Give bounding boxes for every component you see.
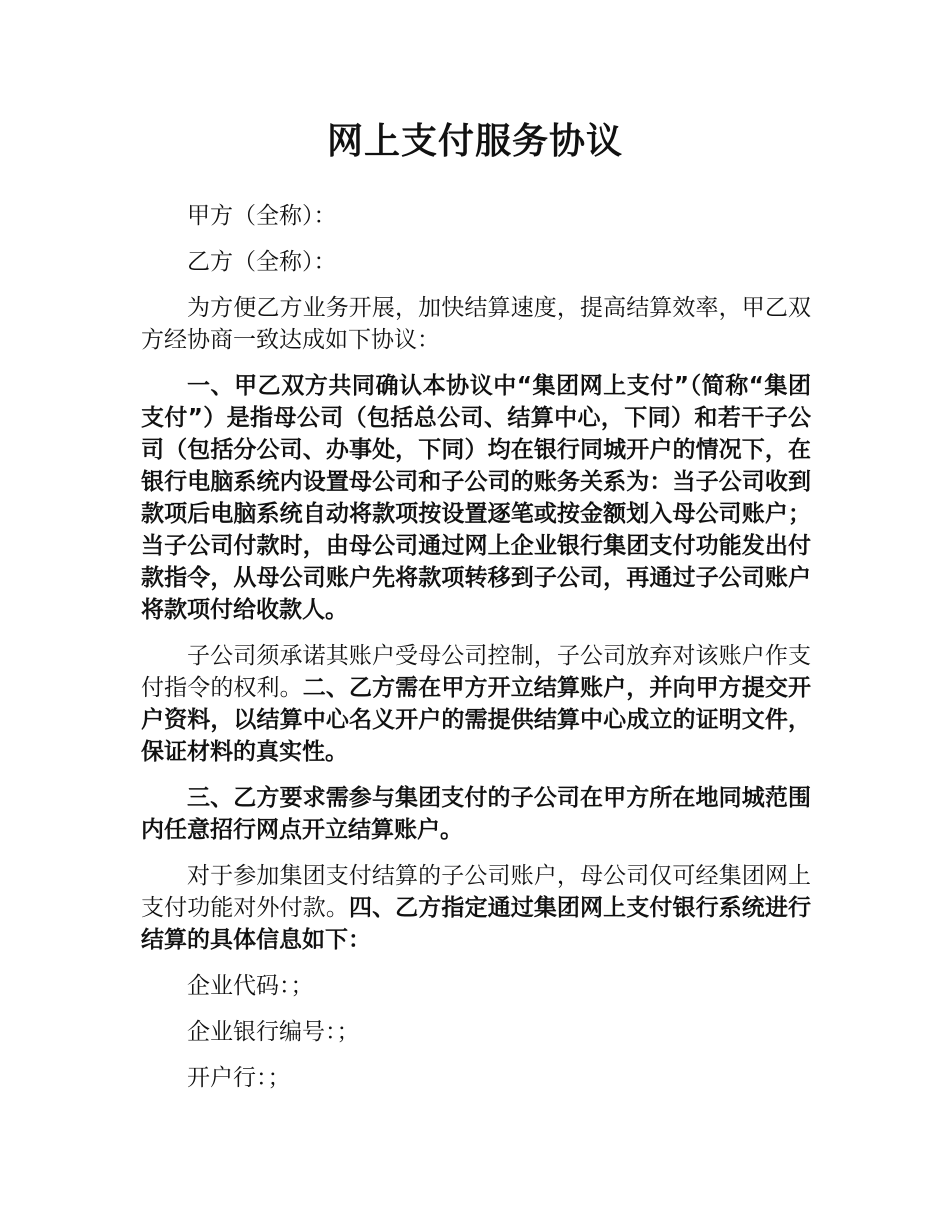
field-enterprise-code: 企业代码：； [187, 973, 314, 999]
clause-4: 四、乙方指定通过集团网上支付银行系统进行结算的具体信息如下： [141, 895, 812, 953]
clause-2: 二、乙方需在甲方开立结算账户，并向甲方提交开户资料，以结算中心名义开户的需提供结算中心成立的证明文件，保证材料的真实性。 [141, 675, 812, 765]
control-paragraph [141, 640, 811, 768]
document-title: 网上支付服务协议 [326, 121, 623, 162]
clause-1: 一、甲乙双方共同确认本协议中“集团网上支付”（简称“集团支付”）是指母公司（包括总公司、结算中心，下同）和若干子公司（包括分公司、办事处，下同）均在银行同城开户的情况下，在银行电脑系统内设置母公司和子公司的账务关系为：当子公司收到款项后电脑系统自动将款项按设置逐笔或按金额划入母公司账户；当子公司付款时，由母公司通过网上企业银行集团支付功能发出付款指令，从母公司账户先将款项转移到子公司，再通过子公司账户将款项付给收款人。 [141, 373, 811, 623]
intro-paragraph: 为方便乙方业务开展，加快结算速度，提高结算效率，甲乙双方经协商一致达成如下协议： [141, 295, 811, 353]
payment-paragraph [141, 860, 811, 956]
document-body [141, 200, 811, 1108]
party-a-line: 甲方（全称）： [187, 203, 337, 229]
payment-text: 对于参加集团支付结算的子公司账户，母公司仅可经集团网上支付功能对外付款。 [141, 863, 811, 921]
clause-3: 三、乙方要求需参与集团支付的子公司在甲方所在地同城范围内任意招行网点开立结算账户。 [141, 785, 811, 843]
field-opening-bank: 开户行：； [187, 1065, 291, 1091]
party-b-line: 乙方（全称）： [187, 249, 337, 275]
control-text: 子公司须承诺其账户受母公司控制，子公司放弃对该账户作支付指令的权利。 [141, 643, 811, 701]
field-bank-number: 企业银行编号：； [187, 1019, 360, 1045]
